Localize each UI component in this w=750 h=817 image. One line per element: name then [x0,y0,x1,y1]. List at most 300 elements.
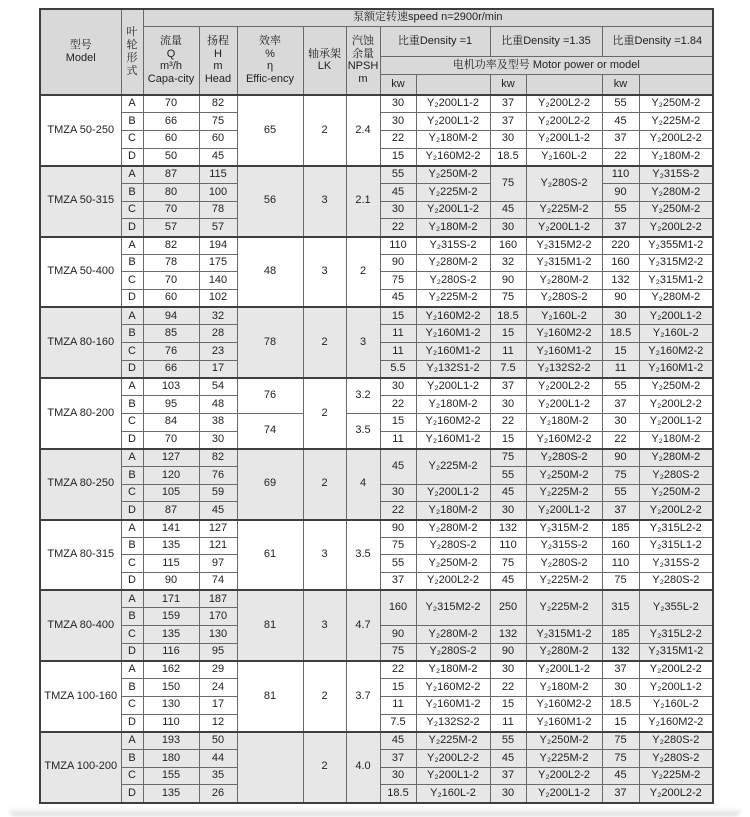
cell-motor-model-density-3: Y₂355M1-2 [639,237,713,255]
cell-motor-model-density-1: Y₂180M-2 [416,502,490,520]
header-motor-model-1 [416,74,490,95]
cell-motor-model-density-2: Y₂200L1-2 [526,219,602,237]
cell-motor-model-density-2: Y₂280S-2 [526,290,602,308]
table-row [40,166,713,184]
header-efficiency: 效率 % η Effic-ency [237,26,303,95]
cell-kw-density-2: 75 [490,166,526,201]
cell-motor-model-density-3: Y₂280S-2 [639,466,713,484]
cell-impeller-form: C [121,413,143,431]
cell-motor-model-density-2: Y₂315M1-2 [526,254,602,272]
cell-kw-density-1: 11 [380,431,416,449]
cell-motor-model-density-3: Y₂315S-2 [639,555,713,573]
cell-kw-density-2: 30 [490,661,526,679]
cell-impeller-form: C [121,201,143,219]
table-row [40,237,713,255]
cell-motor-model-density-1: Y₂225M-2 [416,183,490,201]
cell-kw-density-1: 45 [380,449,416,484]
cell-kw-density-3: 160 [602,537,639,555]
cell-kw-density-3: 90 [602,290,639,308]
cell-flow: 135 [143,626,199,644]
cell-motor-model-density-1: Y₂280M-2 [416,520,490,538]
cell-kw-density-2: 132 [490,520,526,538]
cell-head: 32 [199,307,237,325]
cell-motor-model-density-1: Y₂280S-2 [416,643,490,661]
cell-efficiency: 74 [237,413,303,448]
cell-motor-model-density-2: Y₂315M2-2 [526,237,602,255]
table-row [40,95,713,113]
cell-head: 54 [199,378,237,396]
cell-head: 115 [199,166,237,184]
cell-flow: 66 [143,360,199,378]
table-body [40,95,713,803]
cell-motor-model-density-3: Y₂160M2-2 [639,714,713,732]
table-row [40,449,713,467]
cell-head: 60 [199,130,237,148]
cell-kw-density-2: 30 [490,396,526,414]
cell-motor-model-density-1: Y₂160M1-2 [416,696,490,714]
cell-impeller-form: C [121,626,143,644]
cell-head: 130 [199,626,237,644]
cell-head: 102 [199,290,237,308]
cell-model: TMZA 80-315 [40,520,121,591]
cell-efficiency: 81 [237,590,303,661]
cell-motor-model-density-2: Y₂200L2-2 [526,767,602,785]
cell-kw-density-2: 15 [490,431,526,449]
cell-model: TMZA 100-200 [40,732,121,803]
cell-motor-model-density-3: Y₂315M1-2 [639,643,713,661]
cell-motor-model-density-2: Y₂180M-2 [526,413,602,431]
cell-motor-model-density-2: Y₂280S-2 [526,555,602,573]
cell-motor-model-density-1: Y₂160M2-2 [416,307,490,325]
cell-motor-model-density-2: Y₂280S-2 [526,449,602,467]
cell-flow: 90 [143,573,199,591]
cell-motor-model-density-2: Y₂160M1-2 [526,343,602,361]
cell-motor-model-density-1: Y₂200L1-2 [416,113,490,131]
cell-motor-model-density-3: Y₂280S-2 [639,749,713,767]
cell-flow: 76 [143,343,199,361]
cell-motor-model-density-2: Y₂160M2-2 [526,431,602,449]
cell-motor-model-density-3: Y₂200L1-2 [639,307,713,325]
cell-flow: 82 [143,237,199,255]
cell-kw-density-2: 75 [490,290,526,308]
table-header [40,9,713,95]
cell-motor-model-density-2: Y₂225M-2 [526,573,602,591]
cell-motor-model-density-2: Y₂200L1-2 [526,396,602,414]
cell-motor-model-density-3: Y₂315L2-2 [639,520,713,538]
cell-kw-density-1: 11 [380,343,416,361]
cell-motor-model-density-3: Y₂280S-2 [639,573,713,591]
cell-kw-density-3: 90 [602,449,639,467]
header-model [40,9,121,95]
cell-head: 170 [199,608,237,626]
cell-flow: 135 [143,785,199,803]
cell-kw-density-2: 250 [490,590,526,625]
cell-motor-model-density-2: Y₂160M2-2 [526,325,602,343]
cell-motor-model-density-2: Y₂280M-2 [526,643,602,661]
cell-model: TMZA 50-315 [40,166,121,237]
cell-impeller-form: D [121,785,143,803]
cell-motor-model-density-3: Y₂315S-2 [639,166,713,184]
cell-kw-density-2: 110 [490,537,526,555]
header-motor-power: 电机功率及型号 Motor power or model [380,56,713,74]
cell-head: 127 [199,520,237,538]
cell-motor-model-density-3: Y₂200L2-2 [639,785,713,803]
cell-motor-model-density-3: Y₂160L-2 [639,696,713,714]
header-model-en: Model [65,52,96,64]
cell-efficiency: 81 [237,661,303,732]
cell-kw-density-3: 160 [602,254,639,272]
cell-impeller-form: D [121,573,143,591]
cell-flow: 70 [143,95,199,113]
cell-kw-density-2: 45 [490,749,526,767]
cell-kw-density-2: 11 [490,714,526,732]
cell-kw-density-1: 30 [380,201,416,219]
cell-bearing-frame: 2 [303,378,346,449]
cell-flow: 78 [143,254,199,272]
cell-head: 97 [199,555,237,573]
cell-kw-density-1: 30 [380,767,416,785]
cell-kw-density-2: 15 [490,696,526,714]
cell-bearing-frame: 2 [303,95,346,166]
cell-motor-model-density-2: Y₂315M1-2 [526,626,602,644]
cell-kw-density-2: 37 [490,378,526,396]
cell-motor-model-density-3: Y₂315M1-2 [639,272,713,290]
cell-motor-model-density-3: Y₂200L2-2 [639,396,713,414]
cell-motor-model-density-2: Y₂200L2-2 [526,95,602,113]
header-head: 扬程 H m Head [199,26,237,95]
cell-flow: 180 [143,749,199,767]
cell-kw-density-1: 75 [380,643,416,661]
header-density-1-35: 比重Density =1.35 [490,26,602,56]
cell-motor-model-density-1: Y₂250M-2 [416,555,490,573]
cell-kw-density-2: 18.5 [490,307,526,325]
cell-impeller-form: D [121,502,143,520]
cell-flow: 130 [143,696,199,714]
cell-motor-model-density-3: Y₂225M-2 [639,767,713,785]
cell-kw-density-2: 22 [490,679,526,697]
cell-flow: 60 [143,290,199,308]
cell-motor-model-density-3: Y₂250M-2 [639,95,713,113]
page-bottom-shadow [8,808,742,816]
header-kw-2: kw [490,74,526,95]
cell-head: 121 [199,537,237,555]
cell-motor-model-density-1: Y₂200L1-2 [416,201,490,219]
cell-bearing-frame: 3 [303,166,346,237]
cell-kw-density-1: 90 [380,254,416,272]
cell-motor-model-density-3: Y₂315L2-2 [639,626,713,644]
cell-kw-density-3: 315 [602,590,639,625]
cell-motor-model-density-2: Y₂160L-2 [526,307,602,325]
cell-kw-density-1: 15 [380,307,416,325]
cell-motor-model-density-3: Y₂200L2-2 [639,130,713,148]
cell-npsh: 4.0 [346,732,380,803]
cell-motor-model-density-3: Y₂250M-2 [639,378,713,396]
cell-impeller-form: C [121,555,143,573]
cell-kw-density-2: 32 [490,254,526,272]
cell-motor-model-density-2: Y₂160L-2 [526,148,602,166]
cell-kw-density-2: 37 [490,113,526,131]
cell-head: 28 [199,325,237,343]
cell-flow: 193 [143,732,199,750]
cell-bearing-frame: 2 [303,661,346,732]
cell-kw-density-3: 185 [602,520,639,538]
cell-motor-model-density-2: Y₂280S-2 [526,166,602,201]
cell-kw-density-3: 55 [602,95,639,113]
cell-kw-density-1: 15 [380,679,416,697]
cell-model: TMZA 50-400 [40,237,121,308]
cell-head: 17 [199,696,237,714]
cell-motor-model-density-2: Y₂200L1-2 [526,130,602,148]
cell-kw-density-2: 90 [490,272,526,290]
cell-motor-model-density-1: Y₂280M-2 [416,626,490,644]
cell-motor-model-density-3: Y₂315L1-2 [639,537,713,555]
cell-impeller-form: C [121,272,143,290]
cell-kw-density-3: 30 [602,679,639,697]
header-kw-3: kw [602,74,639,95]
cell-flow: 127 [143,449,199,467]
cell-kw-density-3: 37 [602,785,639,803]
cell-kw-density-3: 220 [602,237,639,255]
cell-flow: 116 [143,643,199,661]
cell-kw-density-2: 75 [490,555,526,573]
cell-model: TMZA 80-160 [40,307,121,378]
cell-kw-density-1: 18.5 [380,785,416,803]
cell-impeller-form: A [121,590,143,608]
cell-flow: 115 [143,555,199,573]
cell-head: 29 [199,661,237,679]
cell-motor-model-density-3: Y₂160L-2 [639,325,713,343]
cell-npsh: 4.7 [346,590,380,661]
cell-flow: 162 [143,661,199,679]
cell-bearing-frame: 3 [303,237,346,308]
cell-motor-model-density-3: Y₂160M1-2 [639,360,713,378]
cell-kw-density-2: 45 [490,484,526,502]
cell-head: 57 [199,219,237,237]
cell-flow: 103 [143,378,199,396]
cell-flow: 70 [143,201,199,219]
cell-kw-density-3: 75 [602,749,639,767]
cell-motor-model-density-1: Y₂180M-2 [416,219,490,237]
cell-kw-density-2: 30 [490,502,526,520]
cell-motor-model-density-2: Y₂160M1-2 [526,714,602,732]
cell-impeller-form: B [121,608,143,626]
cell-head: 95 [199,643,237,661]
cell-bearing-frame: 2 [303,307,346,378]
cell-impeller-form: D [121,714,143,732]
cell-motor-model-density-2: Y₂160M2-2 [526,696,602,714]
cell-motor-model-density-1: Y₂200L1-2 [416,378,490,396]
cell-head: 194 [199,237,237,255]
cell-npsh: 3 [346,307,380,378]
cell-kw-density-1: 30 [380,484,416,502]
table-row [40,732,713,750]
cell-flow: 159 [143,608,199,626]
cell-kw-density-1: 22 [380,130,416,148]
cell-impeller-form: A [121,732,143,750]
cell-motor-model-density-1: Y₂160M2-2 [416,413,490,431]
cell-motor-model-density-3: Y₂280S-2 [639,732,713,750]
cell-bearing-frame: 3 [303,590,346,661]
cell-bearing-frame: 3 [303,520,346,591]
cell-motor-model-density-1: Y₂200L1-2 [416,484,490,502]
cell-flow: 50 [143,148,199,166]
cell-impeller-form: B [121,254,143,272]
cell-kw-density-1: 30 [380,378,416,396]
cell-flow: 141 [143,520,199,538]
cell-impeller-form: B [121,749,143,767]
cell-kw-density-1: 90 [380,626,416,644]
cell-kw-density-3: 37 [602,502,639,520]
cell-motor-model-density-2: Y₂200L1-2 [526,502,602,520]
cell-motor-model-density-1: Y₂160M2-2 [416,148,490,166]
cell-kw-density-1: 37 [380,749,416,767]
cell-head: 74 [199,573,237,591]
cell-motor-model-density-2: Y₂280M-2 [526,272,602,290]
cell-motor-model-density-2: Y₂250M-2 [526,466,602,484]
cell-impeller-form: D [121,148,143,166]
cell-flow: 85 [143,325,199,343]
cell-kw-density-2: 132 [490,626,526,644]
cell-head: 35 [199,767,237,785]
cell-impeller-form: B [121,537,143,555]
cell-motor-model-density-2: Y₂200L1-2 [526,661,602,679]
cell-kw-density-1: 11 [380,325,416,343]
cell-motor-model-density-1: Y₂225M-2 [416,449,490,484]
cell-model: TMZA 80-400 [40,590,121,661]
cell-motor-model-density-3: Y₂280M-2 [639,449,713,467]
cell-kw-density-1: 37 [380,573,416,591]
cell-kw-density-2: 30 [490,785,526,803]
cell-motor-model-density-1: Y₂132S1-2 [416,360,490,378]
cell-kw-density-1: 75 [380,537,416,555]
header-kw-1: kw [380,74,416,95]
cell-flow: 70 [143,431,199,449]
cell-motor-model-density-1: Y₂315M2-2 [416,590,490,625]
cell-motor-model-density-1: Y₂200L2-2 [416,749,490,767]
cell-efficiency: 76 [237,378,303,413]
cell-kw-density-3: 37 [602,219,639,237]
cell-motor-model-density-2: Y₂200L2-2 [526,113,602,131]
cell-motor-model-density-1: Y₂280S-2 [416,537,490,555]
cell-npsh: 3.7 [346,661,380,732]
cell-impeller-form: A [121,449,143,467]
cell-bearing-frame: 2 [303,449,346,520]
cell-motor-model-density-1: Y₂200L2-2 [416,573,490,591]
cell-motor-model-density-3: Y₂355L-2 [639,590,713,625]
cell-head: 76 [199,466,237,484]
cell-kw-density-2: 30 [490,219,526,237]
cell-kw-density-3: 55 [602,201,639,219]
cell-bearing-frame: 2 [303,732,346,803]
cell-head: 12 [199,714,237,732]
cell-model: TMZA 50-250 [40,95,121,166]
cell-motor-model-density-1: Y₂280M-2 [416,254,490,272]
header-motor-model-2 [526,74,602,95]
cell-kw-density-3: 75 [602,573,639,591]
cell-motor-model-density-2: Y₂315S-2 [526,537,602,555]
cell-kw-density-3: 45 [602,767,639,785]
cell-kw-density-3: 75 [602,732,639,750]
cell-kw-density-1: 110 [380,237,416,255]
cell-motor-model-density-3: Y₂280M-2 [639,183,713,201]
cell-kw-density-3: 110 [602,166,639,184]
cell-kw-density-3: 90 [602,183,639,201]
cell-kw-density-3: 22 [602,431,639,449]
cell-head: 59 [199,484,237,502]
cell-kw-density-2: 11 [490,343,526,361]
cell-impeller-form: C [121,484,143,502]
cell-kw-density-3: 185 [602,626,639,644]
cell-kw-density-1: 15 [380,148,416,166]
cell-flow: 171 [143,590,199,608]
cell-motor-model-density-1: Y₂180M-2 [416,661,490,679]
cell-impeller-form: D [121,431,143,449]
header-density-1-84: 比重Density =1.84 [602,26,713,56]
cell-model: TMZA 80-200 [40,378,121,449]
cell-motor-model-density-2: Y₂132S2-2 [526,360,602,378]
table-row [40,413,713,431]
cell-efficiency: 56 [237,166,303,237]
cell-kw-density-1: 30 [380,113,416,131]
cell-head: 100 [199,183,237,201]
cell-motor-model-density-2: Y₂225M-2 [526,590,602,625]
cell-motor-model-density-3: Y₂180M-2 [639,431,713,449]
header-flow: 流量 Q m³/h Capa-city [143,26,199,95]
cell-motor-model-density-2: Y₂250M-2 [526,732,602,750]
cell-motor-model-density-1: Y₂315S-2 [416,237,490,255]
cell-motor-model-density-2: Y₂315M-2 [526,520,602,538]
cell-head: 140 [199,272,237,290]
cell-impeller-form: A [121,661,143,679]
cell-kw-density-3: 132 [602,272,639,290]
cell-motor-model-density-3: Y₂250M-2 [639,201,713,219]
cell-kw-density-3: 110 [602,555,639,573]
cell-motor-model-density-3: Y₂250M-2 [639,484,713,502]
cell-motor-model-density-2: Y₂180M-2 [526,679,602,697]
cell-head: 30 [199,431,237,449]
cell-efficiency: 61 [237,520,303,591]
table-row [40,520,713,538]
pump-spec-table [39,8,714,804]
cell-motor-model-density-1: Y₂180M-2 [416,130,490,148]
cell-flow: 87 [143,166,199,184]
cell-kw-density-1: 160 [380,590,416,625]
cell-impeller-form: B [121,396,143,414]
cell-motor-model-density-1: Y₂250M-2 [416,166,490,184]
cell-motor-model-density-2: Y₂225M-2 [526,201,602,219]
cell-kw-density-3: 15 [602,343,639,361]
cell-kw-density-1: 5.5 [380,360,416,378]
cell-kw-density-1: 11 [380,696,416,714]
cell-motor-model-density-1: Y₂160M1-2 [416,431,490,449]
header-rated-speed: 泵额定转速speed n=2900r/min [143,9,713,26]
cell-kw-density-3: 18.5 [602,325,639,343]
cell-kw-density-3: 37 [602,396,639,414]
cell-kw-density-1: 22 [380,396,416,414]
cell-motor-model-density-1: Y₂225M-2 [416,290,490,308]
cell-impeller-form: B [121,466,143,484]
cell-kw-density-1: 30 [380,95,416,113]
cell-head: 44 [199,749,237,767]
cell-kw-density-1: 90 [380,520,416,538]
cell-motor-model-density-2: Y₂225M-2 [526,484,602,502]
cell-motor-model-density-3: Y₂280M-2 [639,290,713,308]
cell-kw-density-1: 55 [380,166,416,184]
cell-flow: 120 [143,466,199,484]
cell-flow: 135 [143,537,199,555]
cell-efficiency: 69 [237,449,303,520]
cell-motor-model-density-3: Y₂180M-2 [639,148,713,166]
